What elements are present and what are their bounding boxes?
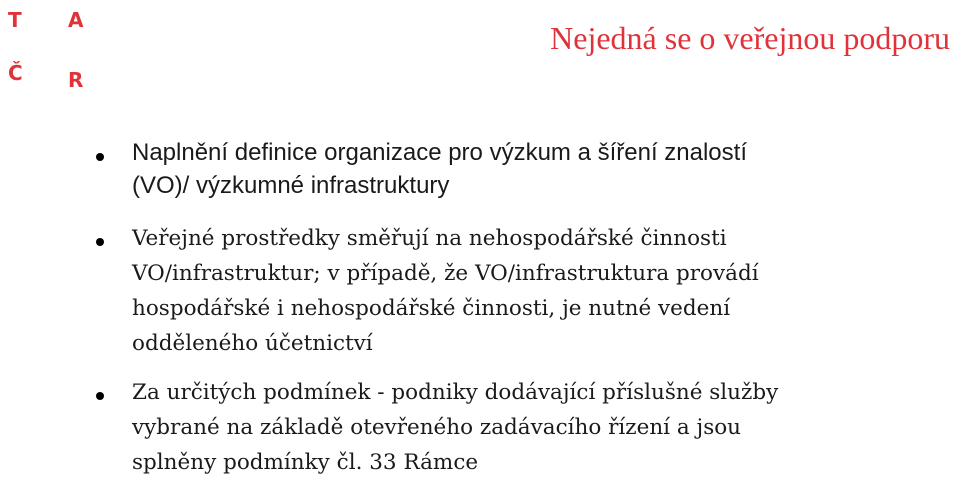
bullet-item-research-organization [96, 136, 936, 202]
bullet-text-line: hospodářské i nehospodářské činnosti, je nutné vedení [132, 296, 731, 321]
bullet-list [96, 136, 936, 480]
bullet-text-line: Za určitých podmínek - podniky dodávající příslušné služby [132, 380, 779, 405]
bullet-dot-icon [96, 238, 104, 246]
bullet-dot-icon [96, 153, 104, 161]
bullet-text-line: Naplnění definice organizace pro výzkum a šíření znalostí [132, 139, 747, 166]
page-title: Nejedná se o veřejnou podporu [550, 20, 950, 56]
logo-letter-r: R [68, 68, 84, 92]
bullet-text-line: splněny podmínky čl. 33 Rámce [132, 450, 479, 475]
bullet-text-line: (VO)/ výzkumné infrastruktury [132, 172, 450, 199]
bullet-item-public-funds [96, 221, 936, 361]
bullet-text-line: VO/infrastruktur; v případě, že VO/infrastruktura provádí [132, 261, 759, 286]
bullet-text-line: vybrané na základě otevřeného zadávacího řízení a jsou [132, 415, 742, 440]
tacr-logo [0, 0, 110, 100]
bullet-item-conditions [96, 375, 936, 480]
logo-letter-t: T [8, 8, 22, 32]
logo-letter-c: Č [8, 61, 23, 85]
logo-letter-a: A [68, 8, 84, 32]
bullet-text-line: Veřejné prostředky směřují na nehospodářské činnosti [132, 226, 727, 251]
bullet-dot-icon [96, 392, 104, 400]
bullet-text-line: odděleného účetnictví [132, 331, 373, 356]
